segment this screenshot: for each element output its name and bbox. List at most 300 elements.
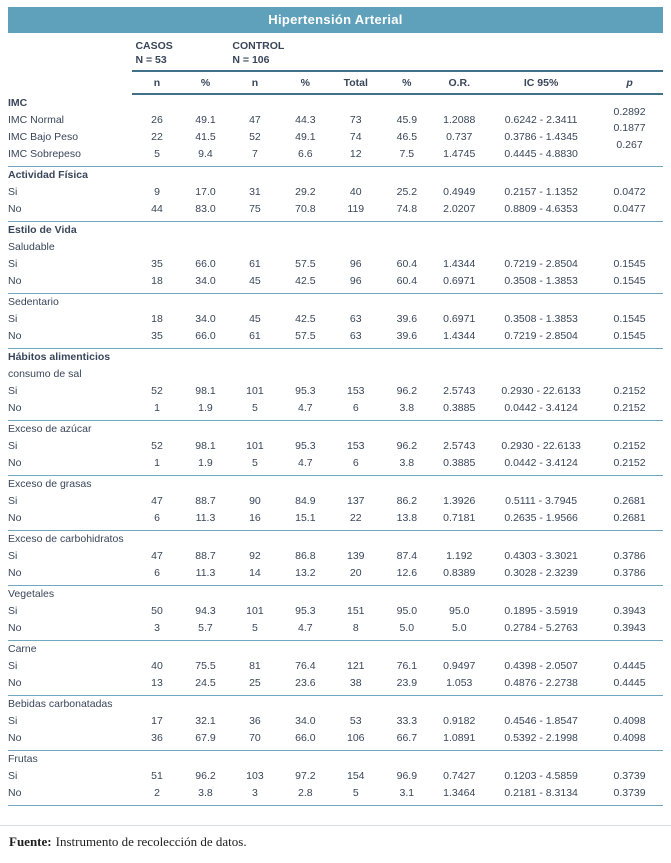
cell: 49.1 — [195, 113, 216, 126]
cell: 95.3 — [295, 439, 316, 452]
cell: 1.2088 — [443, 113, 476, 126]
casos-label: CASOS — [135, 40, 173, 52]
cell: 0.4398 - 2.0507 — [504, 659, 578, 672]
row-label: Si — [8, 257, 18, 270]
row-label: No — [8, 621, 22, 634]
cell: 1.3464 — [443, 786, 476, 799]
cell: 0.2152 — [613, 456, 646, 469]
cell: 0.3885 — [443, 401, 476, 414]
cell: 151 — [347, 604, 365, 617]
cell: 0.7219 - 2.8504 — [504, 257, 578, 270]
cell: 6.6 — [298, 147, 313, 160]
section-separator-line — [8, 801, 663, 805]
section-header-row — [8, 348, 663, 365]
group-header-filler — [330, 36, 663, 71]
subsection-header-filler — [132, 365, 663, 382]
cell: 96 — [349, 274, 362, 287]
subsection-header: Exceso de azúcar — [8, 422, 92, 435]
cell: 35 — [151, 329, 163, 342]
data-row — [8, 183, 663, 200]
cell: 63 — [349, 312, 362, 325]
source-label: Fuente: — [9, 833, 52, 849]
subsection-header: Sedentario — [8, 295, 59, 308]
data-row — [8, 547, 663, 564]
column-header-row — [8, 71, 663, 94]
cell: 61 — [249, 329, 261, 342]
cell: 0.0442 - 3.4124 — [504, 456, 578, 469]
cell: 95.0 — [449, 604, 470, 617]
cell: 95.3 — [295, 604, 316, 617]
cell: 66.7 — [396, 731, 418, 744]
row-label: No — [8, 566, 22, 579]
cell: 60.4 — [396, 274, 418, 287]
cell: 0.9182 — [443, 714, 476, 727]
cell: 0.4098 — [613, 731, 646, 744]
cell: 1.9 — [198, 456, 213, 469]
cell: 0.1545 — [613, 312, 646, 325]
cell: 5 — [252, 456, 258, 469]
cell: 0.0442 - 3.4124 — [504, 401, 578, 414]
cell: 0.1545 — [613, 257, 646, 270]
row-label: Si — [8, 714, 18, 727]
cell: 0.3739 — [613, 769, 646, 782]
cell: 0.2152 — [613, 401, 646, 414]
cell: 4.7 — [298, 401, 313, 414]
cell: 86.2 — [396, 494, 418, 507]
cell: 92 — [249, 549, 261, 562]
section-header: Actividad Física — [8, 168, 88, 181]
column-header--: % — [381, 71, 432, 94]
row-label: Si — [8, 659, 18, 672]
cell: 88.7 — [195, 549, 216, 562]
cell: 0.3739 — [613, 786, 646, 799]
cell: 74.8 — [396, 202, 418, 215]
cell: 81 — [249, 659, 261, 672]
data-row — [8, 272, 663, 289]
cell: 0.4876 - 2.2738 — [504, 676, 578, 689]
cell: 5.0 — [399, 621, 415, 634]
cell: 94.3 — [195, 604, 216, 617]
cell: 0.6242 - 2.3411 — [504, 113, 578, 126]
section-header-row — [8, 166, 663, 183]
row-label: Si — [8, 439, 18, 452]
cell: 32.1 — [195, 714, 216, 727]
column-header-o-r-: O.R. — [432, 71, 486, 94]
cell: 40 — [349, 185, 362, 198]
section-separator — [8, 801, 663, 805]
data-row — [8, 255, 663, 272]
row-label: Si — [8, 384, 18, 397]
cell: 60.4 — [396, 257, 418, 270]
cell: 66.0 — [195, 257, 216, 270]
cell: 13.2 — [295, 566, 316, 579]
cell: 0.1545 — [613, 329, 646, 342]
row-label: No — [8, 676, 22, 689]
subsection-header-row — [8, 238, 663, 255]
cell: 3 — [154, 621, 160, 634]
column-header--: % — [280, 71, 330, 94]
cell: 67.9 — [195, 731, 216, 744]
cell: 75.5 — [195, 659, 216, 672]
cell: 70 — [249, 731, 261, 744]
cell: 20 — [349, 566, 362, 579]
subsection-header-row — [8, 750, 663, 767]
data-row — [8, 111, 663, 128]
data-row — [8, 619, 663, 636]
cell: 73 — [349, 113, 362, 126]
cell: 39.6 — [396, 329, 418, 342]
cell: 12.6 — [396, 566, 418, 579]
subsection-header: Frutas — [8, 752, 38, 765]
cell: 0.4949 — [443, 185, 476, 198]
cell: 96.2 — [396, 384, 418, 397]
cell: 87.4 — [396, 549, 418, 562]
row-label: IMC Sobrepeso — [8, 147, 81, 160]
cell: 26 — [151, 113, 163, 126]
cell: 1 — [154, 401, 160, 414]
section-header-filler — [132, 348, 663, 365]
subsection-header: Exceso de carbohidratos — [8, 532, 124, 545]
cell: 23.9 — [396, 676, 418, 689]
subsection-header: Carne — [8, 642, 37, 655]
cell: 36 — [249, 714, 261, 727]
subsection-header-row — [8, 475, 663, 492]
cell: 42.5 — [295, 274, 316, 287]
section-header: IMC — [8, 96, 28, 109]
cell: 5.7 — [198, 621, 213, 634]
subsection-header-row — [8, 530, 663, 547]
cell: 7.5 — [399, 147, 415, 160]
row-label: Si — [8, 494, 18, 507]
row-label: No — [8, 731, 22, 744]
cell: 5.0 — [451, 621, 467, 634]
casos-group-header — [132, 36, 229, 71]
cell: 0.3786 - 1.4345 — [504, 130, 578, 143]
cell: 0.2635 - 1.9566 — [504, 511, 578, 524]
data-row — [8, 382, 663, 399]
cell: 121 — [347, 659, 365, 672]
cell: 6 — [352, 456, 359, 469]
cell: 17 — [151, 714, 163, 727]
cell: 76.4 — [295, 659, 316, 672]
cell: 83.0 — [195, 202, 216, 215]
cell: 9 — [154, 185, 160, 198]
cell: 47 — [249, 113, 261, 126]
cell: 0.7427 — [443, 769, 476, 782]
row-label: Si — [8, 604, 18, 617]
subsection-header-filler — [132, 640, 663, 657]
table-title: Hipertensión Arterial — [268, 12, 403, 27]
column-header-n: n — [132, 71, 181, 94]
cell: 34.0 — [195, 312, 216, 325]
subsection-header: consumo de sal — [8, 367, 82, 380]
data-row — [8, 657, 663, 674]
subsection-header: Vegetales — [8, 587, 55, 600]
cell: 18 — [151, 312, 163, 325]
cell: 57.5 — [295, 329, 316, 342]
cell: 1.4344 — [443, 329, 476, 342]
cell: 31 — [249, 185, 261, 198]
cell: 95.0 — [396, 604, 418, 617]
cell: 22 — [151, 130, 163, 143]
cell: 15.1 — [295, 511, 316, 524]
cell: 40 — [151, 659, 163, 672]
data-row — [8, 712, 663, 729]
cell: 119 — [347, 202, 365, 215]
column-header-p: p — [596, 71, 663, 94]
cell: 34.0 — [295, 714, 316, 727]
cell: 0.8389 — [443, 566, 476, 579]
section-header: Estilo de Vida — [8, 223, 77, 236]
cell: 51 — [151, 769, 163, 782]
data-row — [8, 454, 663, 471]
p-value: 0.267 — [616, 138, 643, 151]
cell: 0.4445 — [613, 659, 646, 672]
section-header-filler — [132, 221, 663, 238]
cell: 3.8 — [399, 401, 415, 414]
row-label: No — [8, 456, 22, 469]
cell: 0.7219 - 2.8504 — [504, 329, 578, 342]
cell: 0.5392 - 2.1998 — [504, 731, 578, 744]
cell: 0.3028 - 2.3239 — [504, 566, 578, 579]
cell: 36 — [151, 731, 163, 744]
cell: 66.0 — [195, 329, 216, 342]
cell: 0.2930 - 22.6133 — [501, 384, 581, 397]
cell: 42.5 — [295, 312, 316, 325]
cell: 13 — [151, 676, 163, 689]
control-label: CONTROL — [232, 40, 285, 52]
cell: 75 — [249, 202, 261, 215]
cell: 34.0 — [195, 274, 216, 287]
row-label: No — [8, 202, 22, 215]
cell: 45 — [249, 274, 261, 287]
row-label: Si — [8, 549, 18, 562]
cell: 11.3 — [195, 511, 216, 524]
cell: 0.2152 — [613, 384, 646, 397]
data-row — [8, 509, 663, 526]
cell: 98.1 — [195, 384, 216, 397]
section-header-row — [8, 221, 663, 238]
data-row — [8, 767, 663, 784]
cell: 1.9 — [198, 401, 213, 414]
cell: 1.053 — [446, 676, 473, 689]
row-label: No — [8, 274, 22, 287]
cell: 35 — [151, 257, 163, 270]
cell: 96.2 — [396, 439, 418, 452]
row-label: Si — [8, 312, 18, 325]
group-header-spacer — [8, 36, 132, 71]
cell: 12 — [349, 147, 362, 160]
row-label: No — [8, 786, 22, 799]
cell: 47 — [151, 549, 163, 562]
cell: 24.5 — [195, 676, 216, 689]
figure-bottom-rule — [0, 825, 671, 826]
cell: 0.3508 - 1.3853 — [504, 312, 578, 325]
subsection-header-filler — [132, 585, 663, 602]
cell: 53 — [349, 714, 362, 727]
cell: 0.2681 — [613, 511, 646, 524]
cell: 17.0 — [195, 185, 216, 198]
cell: 0.2181 - 8.3134 — [504, 786, 578, 799]
cell: 0.5111 - 3.7945 — [505, 494, 578, 507]
cell: 41.5 — [195, 130, 216, 143]
data-row — [8, 128, 663, 145]
cell: 5 — [154, 147, 160, 160]
cell: 101 — [246, 384, 264, 397]
section-header-filler — [132, 94, 596, 111]
cell: 0.2152 — [613, 439, 646, 452]
cell: 0.4445 - 4.8830 — [504, 147, 578, 160]
row-label: No — [8, 401, 22, 414]
cell: 23.6 — [295, 676, 316, 689]
hypertension-table — [8, 36, 663, 806]
row-label: No — [8, 511, 22, 524]
cell: 2 — [154, 786, 160, 799]
cell: 1.3926 — [443, 494, 476, 507]
cell: 103 — [246, 769, 264, 782]
row-label: IMC Bajo Peso — [8, 130, 79, 143]
cell: 0.1545 — [613, 274, 646, 287]
table-title-band — [8, 7, 663, 33]
row-label: No — [8, 329, 22, 342]
cell: 0.3943 — [613, 604, 646, 617]
cell: 0.3943 — [613, 621, 646, 634]
subsection-header-filler — [132, 238, 663, 255]
cell: 0.2784 - 5.2763 — [504, 621, 578, 634]
subsection-header-filler — [132, 475, 663, 492]
cell: 1.0891 — [443, 731, 476, 744]
subsection-header-filler — [132, 530, 663, 547]
subsection-header-row — [8, 585, 663, 602]
data-row — [8, 784, 663, 801]
cell: 8 — [352, 621, 359, 634]
cell: 16 — [249, 511, 261, 524]
data-row — [8, 602, 663, 619]
section-header-filler — [132, 166, 663, 183]
data-row — [8, 200, 663, 217]
data-row — [8, 564, 663, 581]
cell: 96.9 — [396, 769, 418, 782]
data-row — [8, 437, 663, 454]
cell: 0.4303 - 3.3021 — [504, 549, 578, 562]
cell: 3.8 — [399, 456, 415, 469]
control-n: N = 106 — [232, 54, 270, 66]
cell: 101 — [246, 604, 264, 617]
cell: 47 — [151, 494, 163, 507]
subsection-header-row — [8, 420, 663, 437]
section-header: Hábitos alimenticios — [8, 350, 111, 363]
cell: 0.9497 — [443, 659, 476, 672]
source-text: Instrumento de recolección de datos. — [55, 833, 247, 849]
cell: 49.1 — [295, 130, 316, 143]
cell: 38 — [349, 676, 362, 689]
subsection-header: Saludable — [8, 240, 55, 253]
cell: 74 — [349, 130, 362, 143]
cell: 106 — [347, 731, 365, 744]
cell: 63 — [349, 329, 362, 342]
cell: 6 — [352, 401, 359, 414]
cell: 52 — [151, 384, 163, 397]
cell: 96 — [349, 257, 362, 270]
cell: 101 — [246, 439, 264, 452]
cell: 0.3786 — [613, 566, 646, 579]
cell: 0.8809 - 4.6353 — [504, 202, 578, 215]
subsection-header-filler — [132, 695, 663, 712]
cell: 0.6971 — [443, 274, 476, 287]
column-header-ic-95-: IC 95% — [486, 71, 596, 94]
cell: 5 — [352, 786, 359, 799]
subsection-header-filler — [132, 750, 663, 767]
cell: 6 — [154, 511, 160, 524]
cell: 5 — [252, 401, 258, 414]
cell: 25 — [249, 676, 261, 689]
cell: 7 — [252, 147, 258, 160]
cell: 45.9 — [396, 113, 418, 126]
cell: 0.7181 — [443, 511, 476, 524]
data-row — [8, 492, 663, 509]
cell: 3.8 — [198, 786, 213, 799]
row-label: Si — [8, 185, 18, 198]
cell: 96.2 — [195, 769, 216, 782]
source-note — [9, 834, 663, 850]
data-row — [8, 145, 663, 162]
cell: 25.2 — [396, 185, 418, 198]
subsection-header-row — [8, 365, 663, 382]
cell: 0.4445 — [613, 676, 646, 689]
cell: 52 — [249, 130, 261, 143]
cell: 44 — [151, 202, 163, 215]
column-header-spacer — [8, 71, 132, 94]
cell: 0.2930 - 22.6133 — [501, 439, 581, 452]
cell: 5 — [252, 621, 258, 634]
cell: 0.3786 — [613, 549, 646, 562]
subsection-header-row — [8, 640, 663, 657]
cell: 45 — [249, 312, 261, 325]
cell: 0.6971 — [443, 312, 476, 325]
cell: 76.1 — [396, 659, 418, 672]
row-label: IMC Normal — [8, 113, 65, 126]
p-value: 0.1877 — [613, 122, 646, 135]
cell: 11.3 — [195, 566, 216, 579]
cell: 88.7 — [195, 494, 216, 507]
cell: 66.0 — [295, 731, 316, 744]
cell: 33.3 — [396, 714, 418, 727]
cell: 52 — [151, 439, 163, 452]
cell: 86.8 — [295, 549, 316, 562]
cell: 0.2681 — [613, 494, 646, 507]
data-row — [8, 674, 663, 691]
cell: 4.7 — [298, 621, 313, 634]
column-header-n: n — [229, 71, 280, 94]
cell: 44.3 — [295, 113, 316, 126]
cell: 22 — [349, 511, 362, 524]
cell: 90 — [249, 494, 261, 507]
cell: 13.8 — [396, 511, 418, 524]
cell: 153 — [347, 439, 365, 452]
cell: 18 — [151, 274, 163, 287]
subsection-header-row — [8, 695, 663, 712]
data-row — [8, 729, 663, 746]
cell: 84.9 — [295, 494, 316, 507]
cell: 1.4745 — [443, 147, 476, 160]
control-group-header — [229, 36, 330, 71]
cell: 57.5 — [295, 257, 316, 270]
data-row — [8, 399, 663, 416]
p-value-group — [596, 94, 663, 162]
cell: 0.2157 - 1.1352 — [504, 185, 578, 198]
cell: 1 — [154, 456, 160, 469]
cell: 1.192 — [446, 549, 473, 562]
